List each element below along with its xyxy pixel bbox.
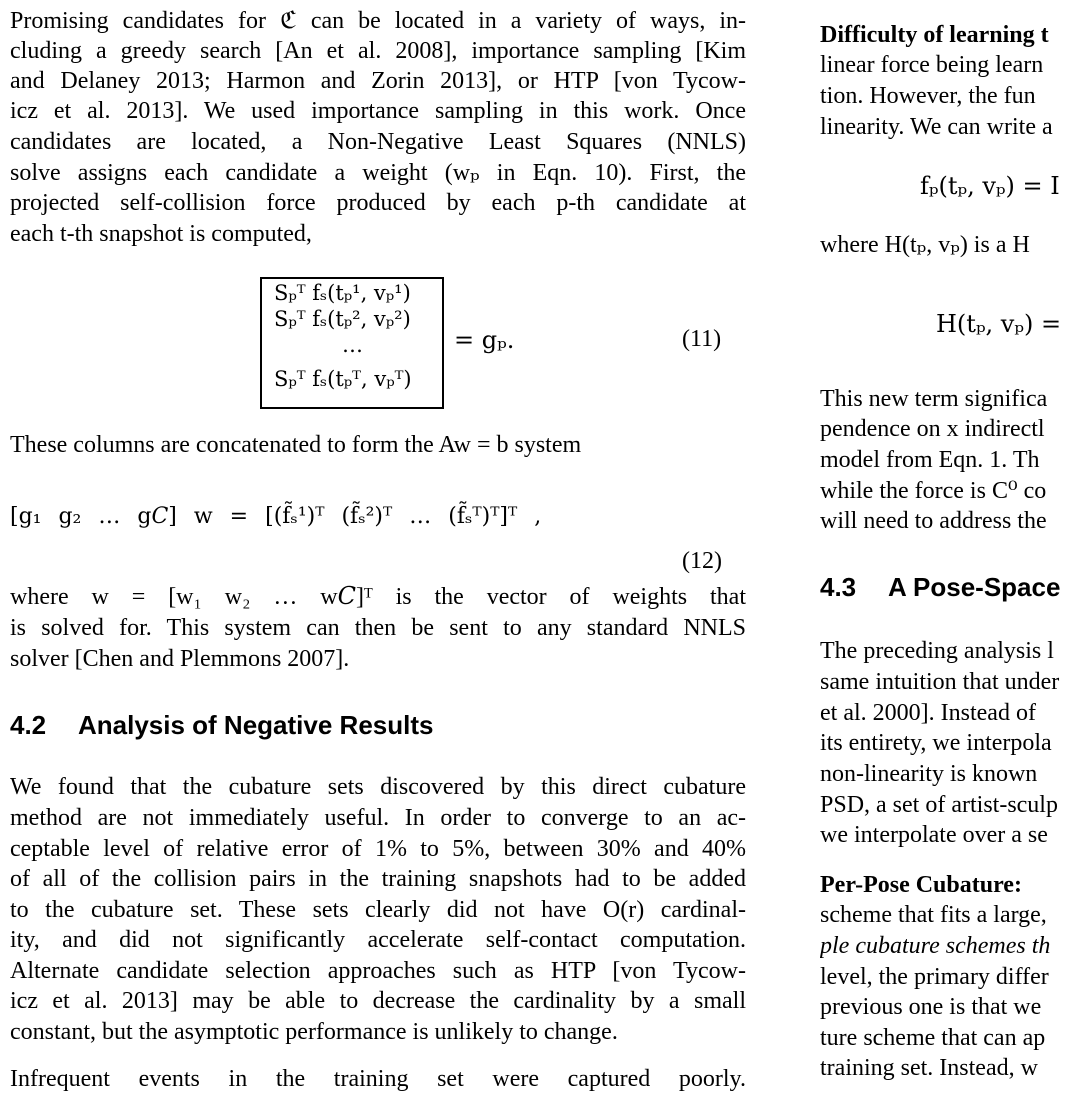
text-line: model from Eqn. 1. Th [820,447,1040,473]
text-line: scheme that fits a large, [820,902,1047,928]
left-column [10,0,750,1102]
text-line: This new term significa [820,386,1048,412]
text-line: ceptable level of relative error of 1% to 5%, between 30% and 40% [10,836,746,862]
text-line: its entirety, we interpola [820,730,1052,756]
text-line: Alternate candidate selection approaches such as HTP [von Tycow- [10,958,746,984]
text-line: projected self-collision force produced by each p-th candidate at [10,190,746,216]
text-line: candidates are located, a Non-Negative Least Squares (NNLS) [10,129,746,155]
paragraph-heading: Difficulty of learning t [820,22,1049,48]
text-line: PSD, a set of artist-sculp [820,792,1058,818]
equation-number: (12) [682,548,722,574]
text-line: solve assigns each candidate a weight (wₚ in Eqn. 10). First, the [10,160,746,186]
text-line: ture scheme that can ap [820,1025,1046,1051]
paragraph-heading: Per-Pose Cubature: [820,872,1022,898]
section-number: 4.2 [10,710,47,740]
text-line: same intuition that under [820,669,1060,695]
text-line: linearity. We can write a [820,114,1053,140]
text-line: cluding a greedy search [An et al. 2008], importance sampling [Kim [10,38,746,64]
text-line: where H(tₚ, vₚ) is a H [820,232,1030,258]
equation-H: H(tₚ, vₚ) = [936,310,1062,338]
text-line: previous one is that we [820,994,1042,1020]
text-line: level, the primary differ [820,964,1049,990]
equation-body: [g₁ g₂ … g𝐶] w = [(f̃ₛ¹)ᵀ (f̃ₛ²)ᵀ … (f̃ₛᵀ)ᵀ]ᵀ , [10,504,542,529]
text-line: We found that the cubature sets discovered by this direct cubature [10,774,746,800]
text-line: icz et al. 2013] may be able to decrease the cardinality by a small [10,988,746,1014]
text-line: et al. 2000]. Instead of [820,700,1036,726]
text-line: and Delaney 2013; Harmon and Zorin 2013], or HTP [von Tycow- [10,68,746,94]
section-number: 4.3 [820,572,857,602]
text-line: These columns are concatenated to form the Aw = b system [10,432,582,458]
section-title: Analysis of Negative Results [78,710,434,740]
matrix-row: Sₚᵀ fₛ(tₚ², vₚ²) [274,307,411,331]
section-title: A Pose-Space [888,572,1061,602]
equation-fp: fₚ(tₚ, vₚ) = I [920,172,1060,200]
right-column [820,0,1082,1102]
matrix-bracket [260,277,444,409]
text-line: tion. However, the fun [820,83,1036,109]
text-line: linear force being learn [820,52,1044,78]
section-heading [10,710,433,741]
text-line: ity, and did not significantly accelerate self-contact computation. [10,927,746,953]
text-line: non-linearity is known [820,761,1038,787]
text-line: solver [Chen and Plemmons 2007]. [10,646,350,672]
equation-rhs: = gₚ. [454,326,515,354]
matrix-row: Sₚᵀ fₛ(tₚ¹, vₚ¹) [274,281,411,305]
text-line: Infrequent events in the training set were captured poorly. [10,1066,746,1092]
text-line: pendence on x indirectl [820,416,1045,442]
text-line: each t-th snapshot is computed, [10,221,312,247]
text-line: constant, but the asymptotic performance is unlikely to change. [10,1019,618,1045]
text-line: we interpolate over a se [820,822,1048,848]
text-line: icz et al. 2013]. We used importance sampling in this work. Once [10,98,746,124]
text-line: Promising candidates for ℭ can be located in a variety of ways, in- [10,8,746,34]
section-heading [820,572,1060,603]
text-line: ple cubature schemes th [820,933,1051,959]
text-line: The preceding analysis l [820,638,1054,664]
text-line: where w = [w₁ w₂ … w𝐶]ᵀ is the vector of weights that [10,584,746,610]
matrix-row: Sₚᵀ fₛ(tₚᵀ, vₚᵀ) [274,367,412,391]
text-line: training set. Instead, w [820,1055,1038,1081]
text-line: will need to address the [820,508,1047,534]
equation-number: (11) [682,326,722,352]
text-line: is solved for. This system can then be sent to any standard NNLS [10,615,746,641]
matrix-row: … [342,333,363,357]
text-line: to the cubature set. These sets clearly did not have O(r) cardinal- [10,897,746,923]
text-line: while the force is C⁰ co [820,478,1047,504]
text-line: of all of the collision pairs in the training snapshots had to be added [10,866,746,892]
text-line: method are not immediately useful. In order to converge to an ac- [10,805,746,831]
